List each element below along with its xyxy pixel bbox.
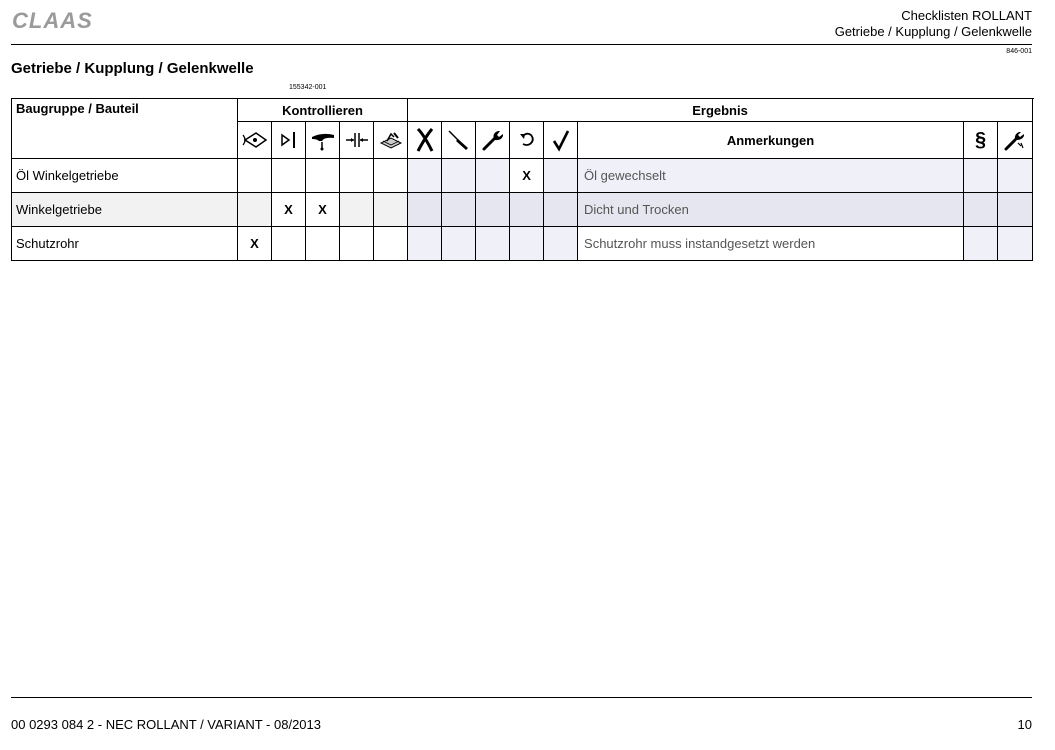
check-cell[interactable] <box>340 193 374 227</box>
footer-divider <box>11 697 1032 698</box>
table-row <box>12 227 1033 261</box>
ergebnis-header: Ergebnis <box>408 99 1033 122</box>
manual-icon <box>374 122 408 159</box>
check-cell[interactable] <box>374 193 408 227</box>
result-cell[interactable] <box>442 193 476 227</box>
result-cell[interactable] <box>476 193 510 227</box>
repair-cell[interactable] <box>998 227 1033 261</box>
doc-subtitle: Getriebe / Kupplung / Gelenkwelle <box>834 24 1032 39</box>
broken-tool-icon <box>998 122 1033 159</box>
anmerkungen-header: Anmerkungen <box>578 122 964 159</box>
check-cell[interactable]: X <box>238 227 272 261</box>
check-cell[interactable] <box>306 227 340 261</box>
kontrollieren-header: Kontrollieren <box>238 99 408 122</box>
check-cell[interactable] <box>238 193 272 227</box>
gap-measure-icon <box>340 122 374 159</box>
result-cell[interactable]: X <box>510 159 544 193</box>
result-cell[interactable] <box>510 227 544 261</box>
check-cell[interactable] <box>340 159 374 193</box>
check-cell[interactable] <box>306 159 340 193</box>
paragraph-cell[interactable] <box>964 159 998 193</box>
play-bar-icon <box>272 122 306 159</box>
check-cell[interactable]: X <box>306 193 340 227</box>
paragraph-icon: § <box>964 122 998 159</box>
rotate-icon <box>510 122 544 159</box>
x-mark-icon <box>408 122 442 159</box>
result-cell[interactable] <box>408 159 442 193</box>
result-cell[interactable] <box>442 227 476 261</box>
image-ref: 155342-001 <box>289 84 327 91</box>
page-title: Getriebe / Kupplung / Gelenkwelle <box>11 60 254 77</box>
check-cell[interactable] <box>374 227 408 261</box>
oil-can-icon <box>306 122 340 159</box>
check-cell[interactable] <box>340 227 374 261</box>
doc-number: 00 0293 084 2 - NEC ROLLANT / VARIANT - 08/2013 <box>11 717 321 732</box>
component-name: Winkelgetriebe <box>12 193 238 227</box>
component-name: Öl Winkelgetriebe <box>12 159 238 193</box>
page-number: 10 <box>1017 717 1032 732</box>
eye-icon <box>238 122 272 159</box>
doc-title: Checklisten ROLLANT <box>901 8 1032 23</box>
repair-cell[interactable] <box>998 193 1033 227</box>
result-cell[interactable] <box>408 193 442 227</box>
component-header: Baugruppe / Bauteil <box>12 99 238 159</box>
result-cell[interactable] <box>476 227 510 261</box>
claas-logo <box>12 8 112 32</box>
check-cell[interactable] <box>238 159 272 193</box>
note-field[interactable]: Schutzrohr muss instandgesetzt werden <box>578 227 964 261</box>
screwdriver-icon <box>442 122 476 159</box>
check-cell[interactable] <box>272 159 306 193</box>
check-cell[interactable] <box>374 159 408 193</box>
table-row <box>12 193 1033 227</box>
check-cell[interactable] <box>272 227 306 261</box>
header-divider <box>11 44 1032 45</box>
result-cell[interactable] <box>476 159 510 193</box>
note-field[interactable]: Dicht und Trocken <box>578 193 964 227</box>
table-row <box>12 159 1033 193</box>
wrench-icon <box>476 122 510 159</box>
paragraph-cell[interactable] <box>964 227 998 261</box>
result-cell[interactable] <box>510 193 544 227</box>
result-cell[interactable] <box>544 227 578 261</box>
paragraph-cell[interactable] <box>964 193 998 227</box>
logo-text: CLAAS <box>12 8 93 32</box>
doc-ref: 846-001 <box>1006 48 1032 55</box>
document-header <box>835 8 1032 40</box>
check-cell[interactable]: X <box>272 193 306 227</box>
component-name: Schutzrohr <box>12 227 238 261</box>
result-cell[interactable] <box>544 159 578 193</box>
result-cell[interactable] <box>408 227 442 261</box>
repair-cell[interactable] <box>998 159 1033 193</box>
checklist-table <box>11 98 1033 261</box>
checkmark-icon <box>544 122 578 159</box>
note-field[interactable]: Öl gewechselt <box>578 159 964 193</box>
result-cell[interactable] <box>544 193 578 227</box>
result-cell[interactable] <box>442 159 476 193</box>
